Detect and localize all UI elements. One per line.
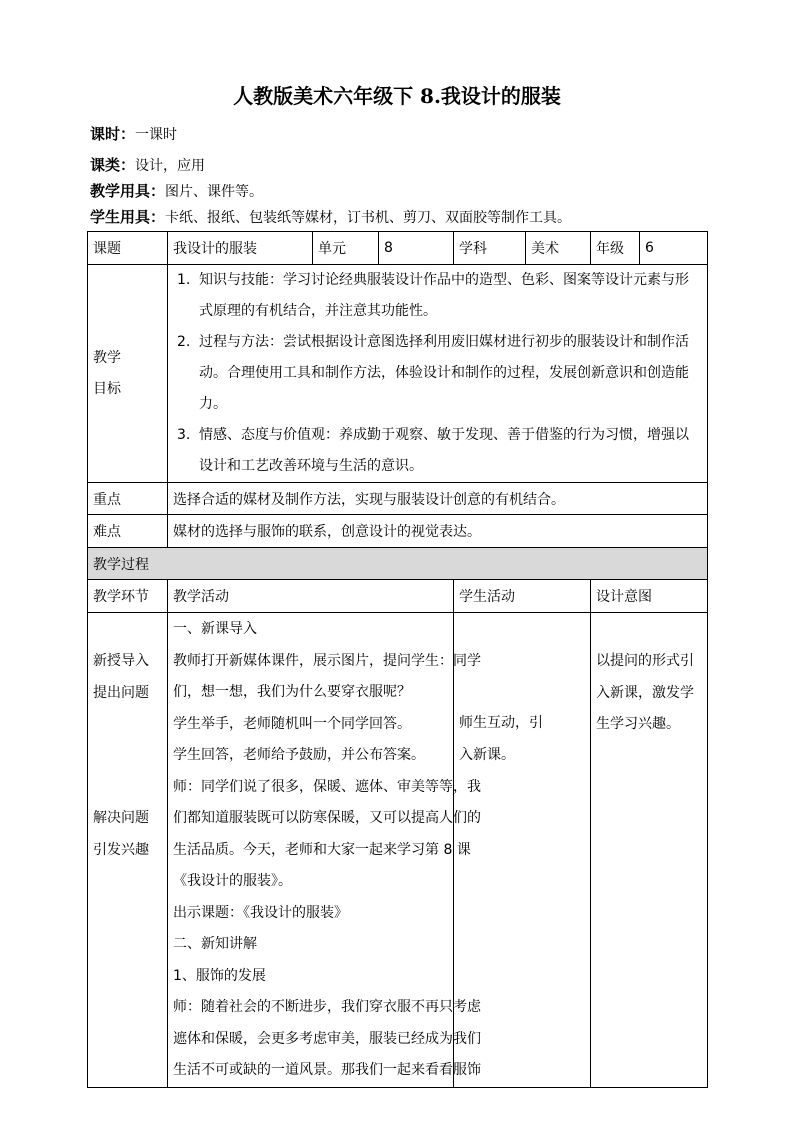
activity-line: 师：随着社会的不断进步，我们穿衣服不再只考虑 xyxy=(173,999,481,1015)
meta-type-label: 课类： xyxy=(90,156,136,174)
table-row-process-columns xyxy=(88,580,708,613)
table-row-goals xyxy=(88,265,708,483)
activity-line: 师：同学们说了很多，保暖、遮体、审美等等，我 xyxy=(173,778,481,795)
grade-label: 年级 xyxy=(591,232,640,265)
stage-cell xyxy=(88,613,168,1088)
activity-line: 出示课题：《我设计的服装》 xyxy=(173,904,348,921)
activity-line: 学生举手，老师随机叫一个同学回答。 xyxy=(173,715,411,732)
grade-value: 6 xyxy=(640,232,708,265)
key-point-text: 选择合适的媒材及制作方法，实现与服装设计创意的有机结合。 xyxy=(168,483,708,515)
meta-student-tools xyxy=(90,207,571,228)
meta-type xyxy=(90,155,205,176)
table-row-process-body xyxy=(88,613,708,1088)
stage-line: 引发兴趣 xyxy=(93,841,149,858)
meta-teacher-tools-label: 教学用具： xyxy=(90,182,166,200)
activity-line: 一、新课导入 xyxy=(173,621,257,637)
activity-line: 二、新知讲解 xyxy=(173,936,257,952)
stage-line: 提出问题 xyxy=(93,684,149,701)
activity-line: 生活品质。今天，老师和大家一起来学习第 8 课 xyxy=(173,841,471,858)
meta-period-value: 一课时 xyxy=(135,127,178,143)
meta-period-label: 课时： xyxy=(90,125,136,143)
goals-list xyxy=(173,265,702,482)
intent-line: 生学习兴趣。 xyxy=(596,716,680,732)
table-row-info xyxy=(88,232,708,265)
goals-content xyxy=(168,265,708,483)
meta-period xyxy=(90,124,177,145)
meta-student-tools-label: 学生用具： xyxy=(90,208,166,226)
difficulty-label: 难点 xyxy=(88,515,168,548)
student-activity-line: 入新课。 xyxy=(459,746,515,763)
goal-item xyxy=(173,327,698,420)
column-header-student: 学生活动 xyxy=(454,580,591,613)
table-row-process-header xyxy=(88,548,708,580)
key-point-label: 重点 xyxy=(88,483,168,515)
subject-label: 学科 xyxy=(454,232,526,265)
intent-line: 入新课，激发学 xyxy=(596,684,694,701)
column-header-stage: 教学环节 xyxy=(88,580,168,613)
goals-label xyxy=(88,265,168,483)
table-row-difficulty xyxy=(88,515,708,548)
goal-number: 3. xyxy=(177,427,191,443)
activity-lines xyxy=(173,614,481,1087)
goal-text: 情感、态度与价值观：养成勤于观察、敏于发现、善于借鉴的行为习惯，增强以设计和工艺改善环境与生活的意识。 xyxy=(199,427,689,474)
process-header: 教学过程 xyxy=(88,548,708,580)
column-header-intent: 设计意图 xyxy=(591,580,708,613)
difficulty-text: 媒材的选择与服饰的联系，创意设计的视觉表达。 xyxy=(168,515,708,548)
goal-number: 2. xyxy=(177,334,191,350)
activity-line: 学生回答，老师给予鼓励，并公布答案。 xyxy=(173,747,425,763)
topic-label: 课题 xyxy=(88,232,168,265)
intent-cell xyxy=(591,613,708,1088)
meta-teacher-tools-value: 图片、课件等。 xyxy=(165,184,264,200)
student-activity-cell xyxy=(454,613,591,1088)
activity-line: 教师打开新媒体课件，展示图片，提问学生：同学 xyxy=(173,652,481,669)
student-activity-line: 师生互动，引 xyxy=(459,715,543,731)
unit-value: 8 xyxy=(379,232,454,265)
activity-cell xyxy=(168,613,481,1088)
lesson-plan-table xyxy=(87,231,708,1088)
activity-line: 遮体和保暖，会更多考虑审美，服装已经成为我们 xyxy=(173,1030,481,1047)
page-title: 人教版美术六年级下 8.我设计的服装 xyxy=(233,84,561,108)
activity-line: 生活不可或缺的一道风景。那我们一起来看看服饰 xyxy=(173,1062,481,1078)
table-row-key-point xyxy=(88,483,708,515)
activity-line: 1、服饰的发展 xyxy=(173,967,266,984)
topic-value: 我设计的服装 xyxy=(168,232,313,265)
activity-line: 们都知道服装既可以防寒保暖，又可以提高人们的 xyxy=(173,810,481,826)
stage-line: 新授导入 xyxy=(93,653,149,669)
meta-student-tools-value: 卡纸、报纸、包装纸等媒材，订书机、剪刀、双面胶等制作工具。 xyxy=(165,210,572,226)
goal-number: 1. xyxy=(177,272,191,288)
activity-line: 《我设计的服装》。 xyxy=(173,873,292,889)
column-header-activity: 教学活动 xyxy=(168,580,454,613)
subject-value: 美术 xyxy=(526,232,591,265)
intent-line: 以提问的形式引 xyxy=(596,653,694,669)
stage-line: 解决问题 xyxy=(93,810,149,826)
goal-item xyxy=(173,265,698,327)
meta-teacher-tools xyxy=(90,181,263,202)
unit-label: 单元 xyxy=(313,232,379,265)
goals-label-line1: 教学 xyxy=(93,349,121,366)
goal-text: 过程与方法：尝试根据设计意图选择利用废旧媒材进行初步的服装设计和制作活动。合理使用工具和制作方法，体验设计和制作的过程，发展创新意识和创造能力。 xyxy=(199,334,689,412)
goal-item xyxy=(173,420,698,482)
goal-text: 知识与技能：学习讨论经典服装设计作品中的造型、色彩、图案等设计元素与形式原理的有机结合，并注意其功能性。 xyxy=(199,272,689,319)
meta-type-value: 设计，应用 xyxy=(135,158,206,174)
goals-label-line2: 目标 xyxy=(93,380,121,397)
activity-line: 们，想一想，我们为什么要穿衣服呢？ xyxy=(173,684,411,700)
